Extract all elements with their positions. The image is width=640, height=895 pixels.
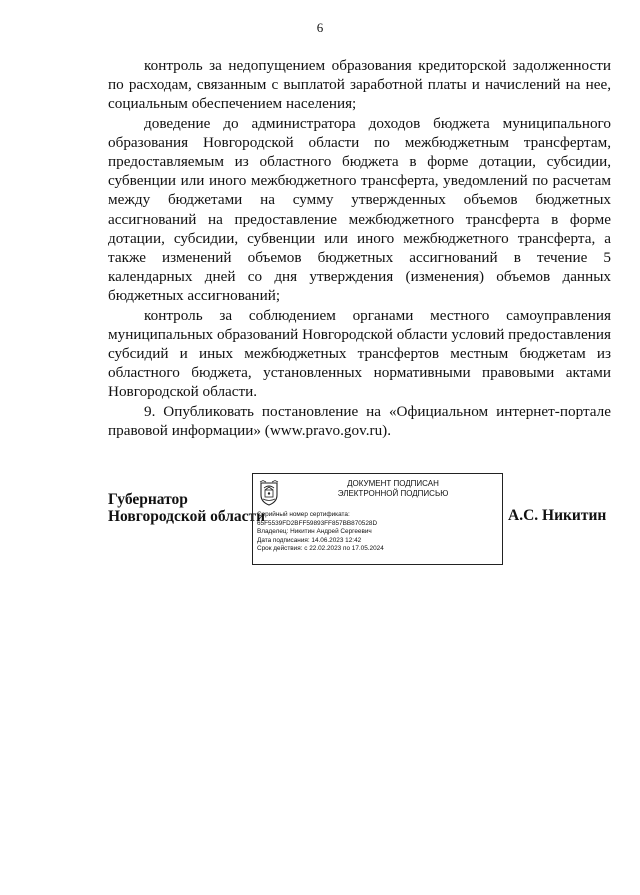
- stamp-owner: Владелец: Никитин Андрей Сергеевич: [257, 528, 372, 536]
- signatory-name: А.С. Никитин: [508, 507, 607, 524]
- stamp-header: [293, 479, 493, 499]
- paragraph-budget-notifications: доведение до администратора доходов бюджета муниципального образования Новгородской области по межбюджетным трансфертам, предоставляемым из областного бюджета в форме дотации, субсидии, субвенции или иного межбюджетного трансферта, уведомлений по расчетам между бюджетами на сумму утвержденных объемов бюджетных ассигнований на предоставление межбюджетного трансферта в форме дотации, субсидии, субвенции или иного межбюджетного трансферта, а также изменений объемов бюджетных ассигнований в течение 5 календарных дней со дня утверждения (изменения) объемов данных бюджетных ассигнований;: [108, 114, 611, 305]
- page-number: 6: [316, 20, 324, 35]
- signatory-title-line2: Новгородской области: [108, 508, 266, 525]
- stamp-details: [257, 511, 499, 554]
- stamp-header-line2: ЭЛЕКТРОННОЙ ПОДПИСЬЮ: [337, 489, 449, 498]
- paragraph-creditor-control: контроль за недопущением образования кредиторской задолженности по расходам, связанным с выплатой заработной платы и начислений на нее, социальным обеспечением населения;: [108, 57, 611, 113]
- paragraph-subsidy-control: контроль за соблюдением органами местного самоуправления муниципальных образований Новгородской области условий предоставления субсидий и иных межбюджетных трансфертов местным бюджетам из областного бюджета, установленных нормативными правовыми актами Новгородской области.: [108, 306, 611, 401]
- stamp-cert-number: 65F5539FD2BFF59893FF857BB870528D: [257, 519, 378, 527]
- stamp-signed-date: Дата подписания: 14.06.2023 12:42: [257, 536, 362, 544]
- stamp-cert-label: Серийный номер сертификата:: [257, 511, 350, 518]
- electronic-signature-stamp: [252, 473, 503, 565]
- signatory-title-line1: Губернатор: [108, 491, 188, 508]
- signature-block: [0, 473, 640, 573]
- signatory-title: [108, 491, 265, 525]
- document-body: [108, 56, 611, 440]
- stamp-validity: Срок действия: с 22.02.2023 по 17.05.2024: [257, 545, 384, 553]
- paragraph-publication: 9. Опубликовать постановление на «Официальном интернет-портале правовой информации» (www.pravo.gov.ru).: [108, 402, 611, 439]
- stamp-header-line1: ДОКУМЕНТ ПОДПИСАН: [347, 479, 439, 488]
- coat-of-arms-icon: [258, 480, 280, 506]
